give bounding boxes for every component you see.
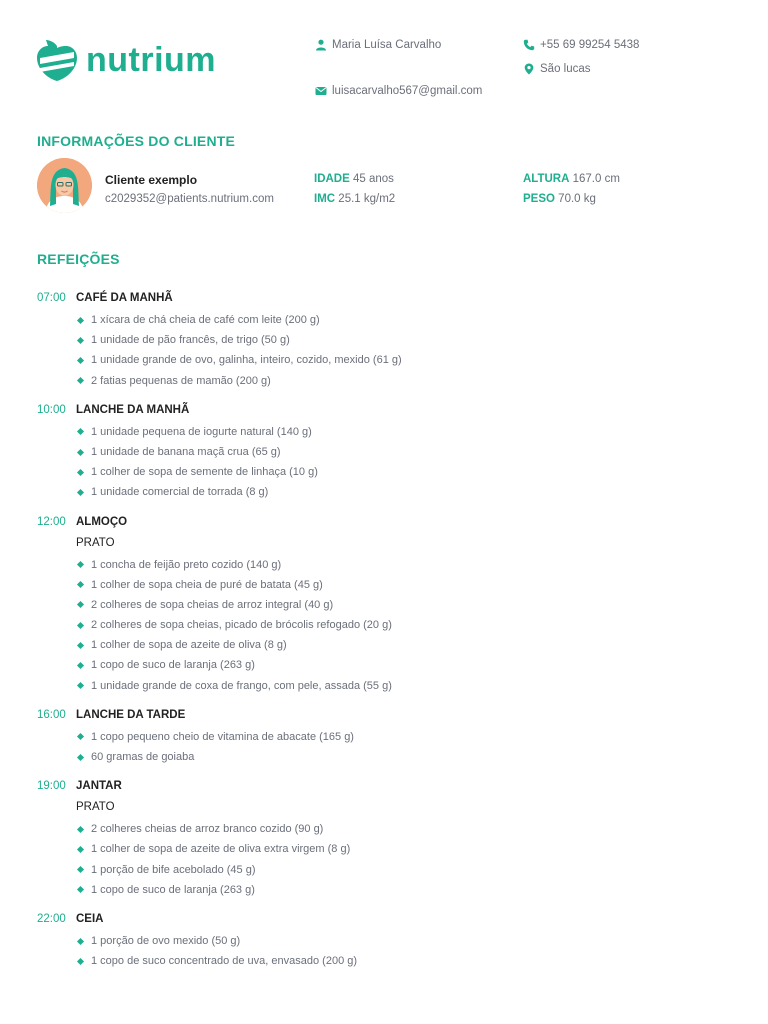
list-item bbox=[77, 595, 737, 615]
phone-icon bbox=[523, 39, 535, 51]
diamond-bullet-icon bbox=[77, 958, 84, 965]
list-item-text: 1 unidade pequena de iogurte natural (140 g) bbox=[91, 425, 312, 438]
meal-header bbox=[37, 402, 737, 418]
meal-items bbox=[77, 727, 737, 767]
meal-name: CEIA bbox=[76, 912, 104, 925]
list-item-text: 1 porção de ovo mexido (50 g) bbox=[91, 934, 241, 947]
client-imc: IMC 25.1 kg/m2 bbox=[314, 193, 396, 205]
meal-header bbox=[37, 514, 737, 530]
list-item-text: 2 colheres de sopa cheias de arroz integral (40 g) bbox=[91, 598, 334, 611]
list-item bbox=[77, 350, 737, 370]
nutritionist-email[interactable]: luisacarvalho567@gmail.com bbox=[315, 85, 482, 97]
list-item-text: 1 unidade de pão francês, de trigo (50 g) bbox=[91, 334, 290, 347]
meal-time: 12:00 bbox=[37, 515, 66, 528]
diamond-bullet-icon bbox=[77, 866, 84, 873]
list-item bbox=[77, 727, 737, 747]
list-item bbox=[77, 951, 737, 971]
diamond-bullet-icon bbox=[77, 622, 84, 629]
diamond-bullet-icon bbox=[77, 601, 84, 608]
list-item bbox=[77, 676, 737, 696]
diamond-bullet-icon bbox=[77, 428, 84, 435]
diamond-bullet-icon bbox=[77, 489, 84, 496]
list-item bbox=[77, 442, 737, 462]
client-weight: PESO 70.0 kg bbox=[523, 193, 596, 205]
diamond-bullet-icon bbox=[77, 317, 84, 324]
diamond-bullet-icon bbox=[77, 662, 84, 669]
nutritionist-location: São lucas bbox=[523, 63, 591, 75]
brand-name: nutrium bbox=[86, 41, 217, 79]
diamond-bullet-icon bbox=[77, 581, 84, 588]
client-height: ALTURA 167.0 cm bbox=[523, 173, 620, 185]
meal-block bbox=[37, 402, 737, 503]
list-item-text: 60 gramas de goiaba bbox=[91, 751, 195, 763]
diamond-bullet-icon bbox=[77, 886, 84, 893]
diamond-bullet-icon bbox=[77, 937, 84, 944]
meals-section-title: REFEIÇÕES bbox=[37, 251, 120, 267]
list-item-text: 1 unidade grande de ovo, galinha, inteiro, cozido, mexido (61 g) bbox=[91, 354, 402, 367]
diamond-bullet-icon bbox=[77, 846, 84, 853]
meal-name: LANCHE DA TARDE bbox=[76, 708, 186, 721]
client-avatar bbox=[37, 158, 92, 213]
meal-header bbox=[37, 707, 737, 723]
meal-header bbox=[37, 290, 737, 306]
client-name: Cliente exemplo bbox=[105, 173, 198, 187]
list-item bbox=[77, 482, 737, 502]
list-item-text: 1 unidade grande de coxa de frango, com pele, assada (55 g) bbox=[91, 679, 392, 692]
list-item-text: 1 colher de sopa cheia de puré de batata (45 g) bbox=[91, 578, 323, 591]
document-header bbox=[0, 0, 768, 110]
list-item-text: 1 copo de suco de laranja (263 g) bbox=[91, 883, 255, 896]
diamond-bullet-icon bbox=[77, 561, 84, 568]
meal-name: ALMOÇO bbox=[76, 515, 128, 528]
list-item bbox=[77, 839, 737, 859]
meal-items bbox=[77, 310, 737, 391]
diamond-bullet-icon bbox=[77, 448, 84, 455]
list-item-text: 1 colher de sopa de azeite de oliva extra virgem (8 g) bbox=[91, 843, 351, 856]
list-item-text: 2 fatias pequenas de mamão (200 g) bbox=[91, 374, 271, 387]
diamond-bullet-icon bbox=[77, 682, 84, 689]
list-item bbox=[77, 615, 737, 635]
client-section-title: INFORMAÇÕES DO CLIENTE bbox=[37, 133, 236, 149]
meal-time: 19:00 bbox=[37, 780, 66, 793]
list-item bbox=[77, 635, 737, 655]
list-item bbox=[77, 655, 737, 675]
meal-time: 22:00 bbox=[37, 912, 66, 925]
list-item-text: 1 copo de suco concentrado de uva, envasado (200 g) bbox=[91, 955, 358, 968]
meal-block bbox=[37, 514, 737, 696]
list-item bbox=[77, 462, 737, 482]
meal-block bbox=[37, 911, 737, 971]
meals-list bbox=[37, 290, 737, 982]
list-item bbox=[77, 880, 737, 900]
apple-heart-icon bbox=[36, 38, 78, 82]
client-email: c2029352@patients.nutrium.com bbox=[105, 193, 274, 205]
meal-items bbox=[77, 422, 737, 503]
list-item bbox=[77, 371, 737, 391]
nutritionist-phone[interactable]: +55 69 99254 5438 bbox=[523, 39, 639, 51]
nutrium-logo bbox=[36, 38, 216, 82]
list-item-text: 2 colheres de sopa cheias, picado de brócolis refogado (20 g) bbox=[91, 619, 392, 632]
person-icon bbox=[315, 39, 327, 51]
meal-items bbox=[77, 931, 737, 971]
diamond-bullet-icon bbox=[77, 357, 84, 364]
list-item bbox=[77, 747, 737, 767]
meal-name: LANCHE DA MANHÃ bbox=[76, 403, 190, 416]
diamond-bullet-icon bbox=[77, 733, 84, 740]
list-item-text: 1 unidade de banana maçã crua (65 g) bbox=[91, 445, 281, 458]
meal-name: JANTAR bbox=[76, 780, 122, 793]
list-item bbox=[77, 575, 737, 595]
meal-time: 16:00 bbox=[37, 708, 66, 721]
meal-subheading: PRATO bbox=[76, 801, 115, 814]
diamond-bullet-icon bbox=[77, 754, 84, 761]
meal-name: CAFÉ DA MANHÃ bbox=[76, 292, 173, 304]
list-item bbox=[77, 819, 737, 839]
list-item bbox=[77, 422, 737, 442]
diamond-bullet-icon bbox=[77, 642, 84, 649]
meal-time: 10:00 bbox=[37, 403, 66, 416]
diamond-bullet-icon bbox=[77, 377, 84, 384]
avatar-illustration-icon bbox=[37, 158, 92, 213]
meal-time: 07:00 bbox=[37, 292, 66, 304]
list-item bbox=[77, 555, 737, 575]
diamond-bullet-icon bbox=[77, 337, 84, 344]
list-item-text: 1 colher de sopa de semente de linhaça (10 g) bbox=[91, 466, 318, 479]
list-item-text: 1 xícara de chá cheia de café com leite (200 g) bbox=[91, 314, 320, 326]
list-item-text: 1 copo de suco de laranja (263 g) bbox=[91, 659, 255, 672]
list-item bbox=[77, 860, 737, 880]
meal-header bbox=[37, 911, 737, 927]
meal-block bbox=[37, 290, 737, 391]
location-pin-icon bbox=[523, 63, 535, 75]
nutritionist-name: Maria Luísa Carvalho bbox=[315, 39, 441, 51]
client-age: IDADE 45 anos bbox=[314, 173, 394, 185]
meal-subheading: PRATO bbox=[76, 536, 115, 549]
diamond-bullet-icon bbox=[77, 826, 84, 833]
list-item bbox=[77, 310, 737, 330]
list-item-text: 1 copo pequeno cheio de vitamina de abacate (165 g) bbox=[91, 730, 354, 743]
list-item bbox=[77, 330, 737, 350]
meal-header bbox=[37, 778, 737, 794]
diamond-bullet-icon bbox=[77, 469, 84, 476]
list-item-text: 1 unidade comercial de torrada (8 g) bbox=[91, 486, 269, 499]
client-info bbox=[37, 158, 737, 218]
meal-block bbox=[37, 778, 737, 900]
list-item-text: 1 porção de bife acebolado (45 g) bbox=[91, 863, 256, 876]
envelope-icon bbox=[315, 85, 327, 97]
list-item-text: 2 colheres cheias de arroz branco cozido (90 g) bbox=[91, 823, 324, 836]
list-item-text: 1 concha de feijão preto cozido (140 g) bbox=[91, 558, 282, 571]
list-item-text: 1 colher de sopa de azeite de oliva (8 g) bbox=[91, 639, 287, 652]
list-item bbox=[77, 931, 737, 951]
meal-items bbox=[77, 555, 737, 696]
meal-items bbox=[77, 819, 737, 900]
meal-block bbox=[37, 707, 737, 767]
